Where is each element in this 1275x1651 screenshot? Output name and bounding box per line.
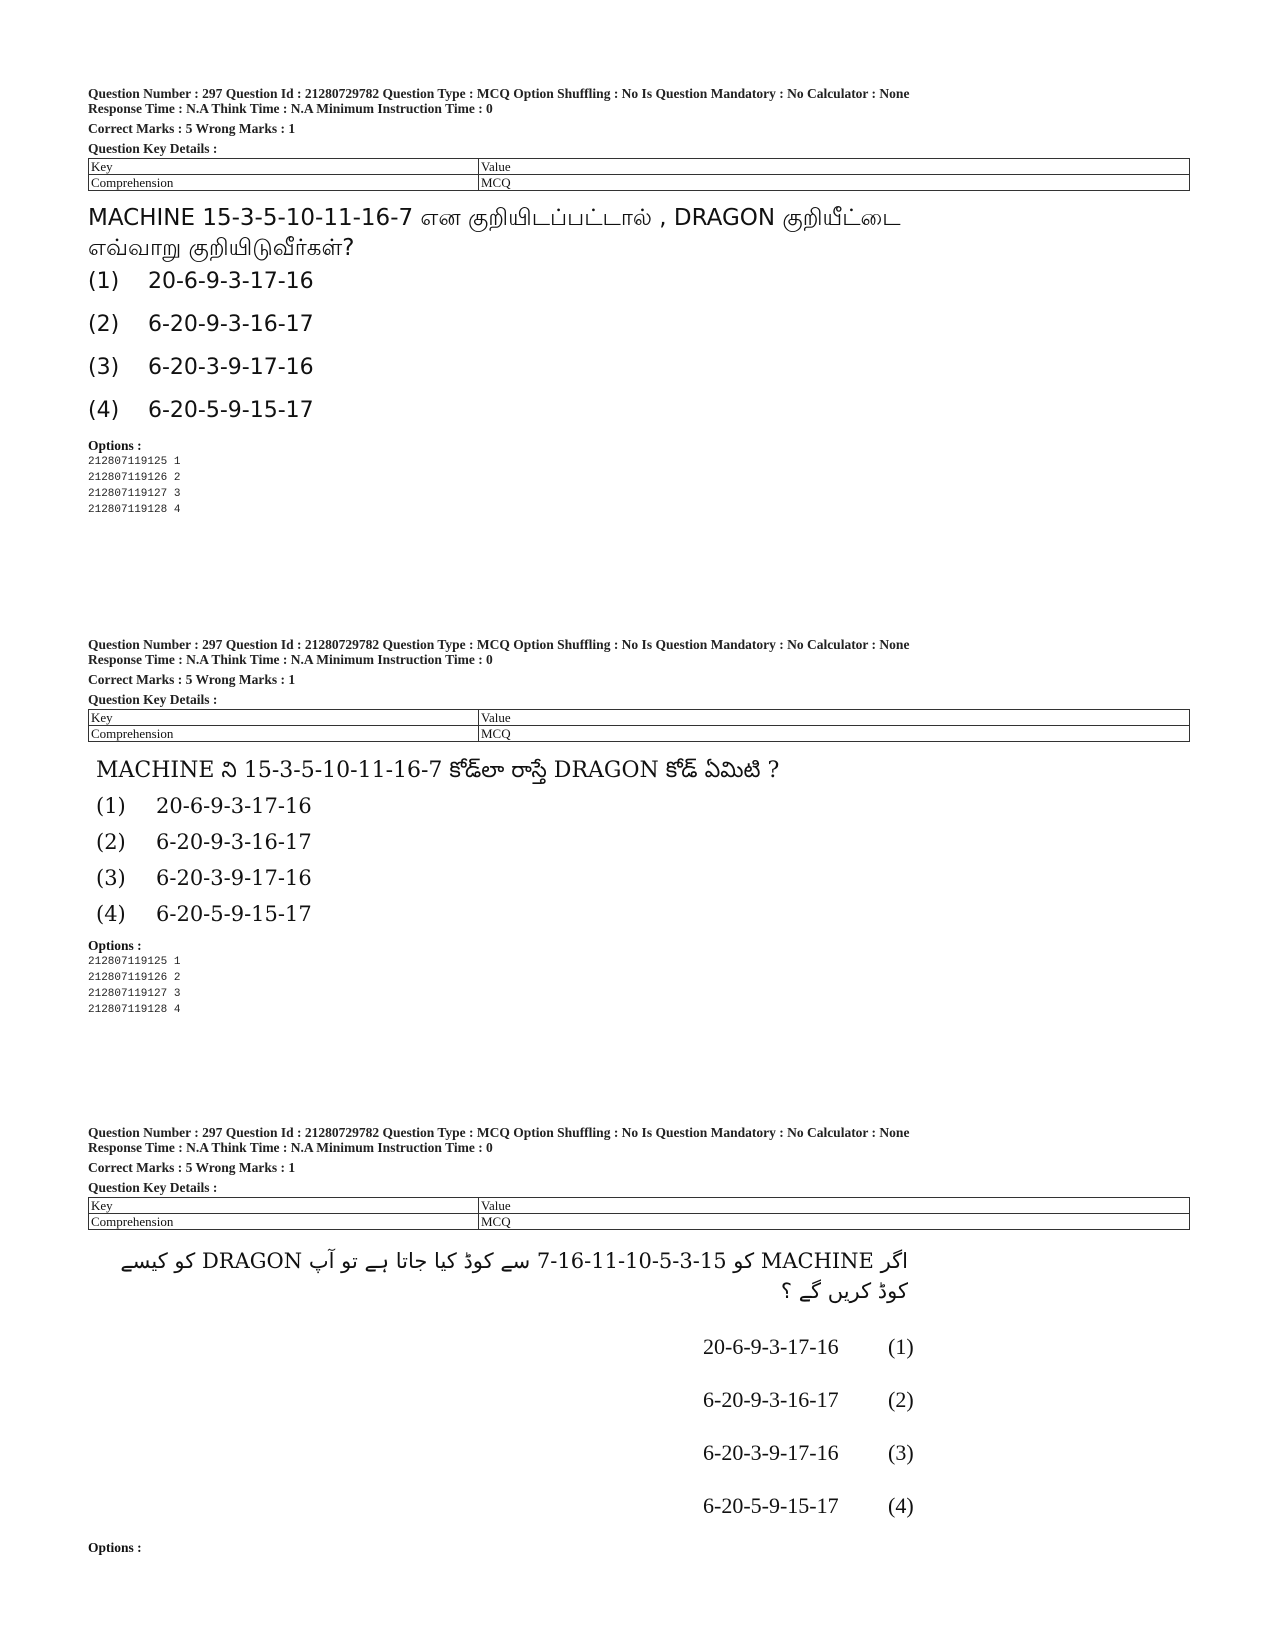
value-cell: MCQ <box>479 175 1190 191</box>
question-text-line-2: எவ்வாறு குறியிடுவீர்கள்? <box>88 235 355 261</box>
question-meta <box>88 637 1188 707</box>
option-number: (3) <box>88 355 120 380</box>
answer-options <box>96 794 1188 934</box>
option-id: 212807119126 2 <box>88 472 181 484</box>
answer-option <box>703 1320 1188 1373</box>
meta-line-3: Correct Marks : 5 Wrong Marks : 1 <box>88 1160 296 1175</box>
answer-options <box>88 1320 1188 1532</box>
answer-option <box>96 794 1188 830</box>
question-key-table <box>88 1197 1190 1230</box>
option-number: (2) <box>888 1386 914 1412</box>
meta-line-1: Question Number : 297 Question Id : 21280729782 Question Type : MCQ Option Shuffling : No Is Question Mandatory : No Calculator : None <box>88 637 910 652</box>
question-block-3 <box>88 1125 1188 1556</box>
key-header: Key <box>89 1198 479 1214</box>
meta-line-3: Correct Marks : 5 Wrong Marks : 1 <box>88 672 296 687</box>
question-key-table <box>88 158 1190 191</box>
option-id: 212807119128 4 <box>88 1004 181 1016</box>
question-text: اگر MACHINE کو 15-3-5-10-11-16-7 سے کوڈ کیا جاتا ہے تو آپ DRAGON کو کیسے کوڈ کریں گے ؟ <box>120 1249 908 1303</box>
meta-line-2: Response Time : N.A Think Time : N.A Minimum Instruction Time : 0 <box>88 1140 493 1155</box>
key-header: Key <box>89 159 479 175</box>
value-cell: MCQ <box>479 726 1190 742</box>
answer-option <box>96 866 1188 902</box>
value-cell: MCQ <box>479 1214 1190 1230</box>
options-label: Options : <box>88 438 142 453</box>
answer-option <box>96 830 1188 866</box>
options-label: Options : <box>88 938 142 953</box>
answer-option <box>96 902 1188 934</box>
option-value: 6-20-5-9-15-17 <box>148 398 314 423</box>
answer-options <box>88 269 1188 434</box>
option-id: 212807119126 2 <box>88 972 181 984</box>
meta-line-2: Response Time : N.A Think Time : N.A Minimum Instruction Time : 0 <box>88 101 493 116</box>
answer-option <box>88 312 1188 355</box>
option-number: (2) <box>96 830 126 854</box>
answer-option <box>703 1479 1188 1532</box>
key-cell: Comprehension <box>89 1214 479 1230</box>
option-number: (1) <box>888 1333 914 1359</box>
option-number: (3) <box>96 866 126 890</box>
option-value: 6-20-9-3-16-17 <box>156 830 312 854</box>
key-header: Key <box>89 710 479 726</box>
option-number: (4) <box>88 398 120 423</box>
option-number: (1) <box>96 794 126 818</box>
question-text: MACHINE ని 15-3-5-10-11-16-7 కోడ్‌లా రాస్తే DRAGON కోడ్ ఏమిటి ? <box>96 758 780 783</box>
option-number: (4) <box>888 1492 914 1518</box>
option-value: 20-6-9-3-17-16 <box>148 269 314 294</box>
meta-line-1: Question Number : 297 Question Id : 21280729782 Question Type : MCQ Option Shuffling : No Is Question Mandatory : No Calculator : None <box>88 86 910 101</box>
option-number: (3) <box>888 1439 914 1465</box>
key-cell: Comprehension <box>89 726 479 742</box>
option-number: (2) <box>88 312 120 337</box>
question-text-line-1: MACHINE 15-3-5-10-11-16-7 என குறியிடப்பட்டால் , DRAGON குறியீட்டை <box>88 205 901 231</box>
option-id-list <box>88 954 1188 1018</box>
option-id: 212807119127 3 <box>88 488 181 500</box>
meta-line-4: Question Key Details : <box>88 1180 218 1195</box>
option-value: 20-6-9-3-17-16 <box>703 1333 839 1359</box>
meta-line-4: Question Key Details : <box>88 141 218 156</box>
option-id: 212807119128 4 <box>88 504 181 516</box>
question-text <box>88 203 1188 263</box>
option-number: (1) <box>88 269 120 294</box>
question-block-2 <box>88 637 1188 1018</box>
option-id: 212807119125 1 <box>88 956 181 968</box>
answer-option <box>88 398 1188 434</box>
option-value: 6-20-5-9-15-17 <box>703 1492 839 1518</box>
question-meta <box>88 86 1188 156</box>
question-meta <box>88 1125 1188 1195</box>
option-value: 20-6-9-3-17-16 <box>156 794 312 818</box>
meta-line-1: Question Number : 297 Question Id : 21280729782 Question Type : MCQ Option Shuffling : No Is Question Mandatory : No Calculator : None <box>88 1125 910 1140</box>
answer-option <box>703 1373 1188 1426</box>
answer-option <box>88 269 1188 312</box>
value-header: Value <box>479 159 1190 175</box>
question-block-1 <box>88 86 1188 518</box>
option-value: 6-20-5-9-15-17 <box>156 902 312 926</box>
option-value: 6-20-9-3-16-17 <box>148 312 314 337</box>
meta-line-4: Question Key Details : <box>88 692 218 707</box>
key-cell: Comprehension <box>89 175 479 191</box>
value-header: Value <box>479 710 1190 726</box>
option-value: 6-20-3-9-17-16 <box>703 1439 839 1465</box>
option-id-list <box>88 454 1188 518</box>
value-header: Value <box>479 1198 1190 1214</box>
option-id: 212807119125 1 <box>88 456 181 468</box>
options-label: Options : <box>88 1540 142 1555</box>
meta-line-3: Correct Marks : 5 Wrong Marks : 1 <box>88 121 296 136</box>
question-key-table <box>88 709 1190 742</box>
answer-option <box>88 355 1188 398</box>
option-value: 6-20-3-9-17-16 <box>156 866 312 890</box>
option-number: (4) <box>96 902 126 926</box>
option-value: 6-20-9-3-16-17 <box>703 1386 839 1412</box>
option-id: 212807119127 3 <box>88 988 181 1000</box>
answer-option <box>703 1426 1188 1479</box>
option-value: 6-20-3-9-17-16 <box>148 355 314 380</box>
meta-line-2: Response Time : N.A Think Time : N.A Minimum Instruction Time : 0 <box>88 652 493 667</box>
